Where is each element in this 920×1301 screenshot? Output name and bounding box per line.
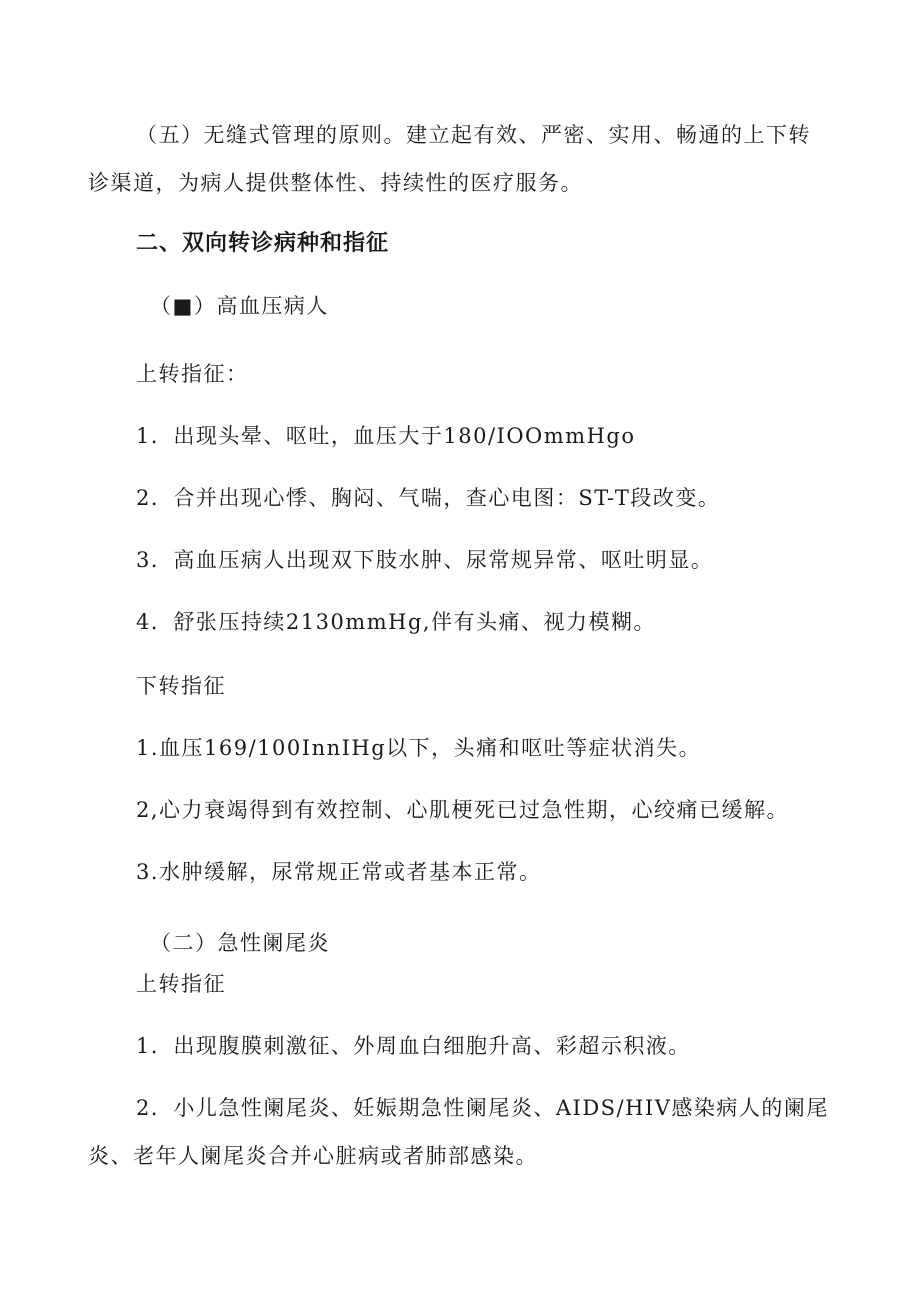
list-item: 1．出现腹膜刺激征、外周血白细胞升高、彩超示积液。 xyxy=(136,1034,691,1058)
paragraph-5-line-2: 诊渠道，为病人提供整体性、持续性的医疗服务。 xyxy=(88,171,583,195)
list-item-line-1: 2．小儿急性阑尾炎、妊娠期急性阑尾炎、AIDS/HIV感染病人的阑尾 xyxy=(136,1096,829,1120)
up-transfer-label: 上转指征： xyxy=(136,362,249,386)
list-item: 3.水肿缓解，尿常规正常或者基本正常。 xyxy=(136,860,542,884)
paragraph-5-line-1: （五）无缝式管理的原则。建立起有效、严密、实用、畅通的上下转 xyxy=(136,123,811,147)
list-item: 3．高血压病人出现双下肢水肿、尿常规异常、呕吐明显。 xyxy=(136,548,714,572)
list-item: 2,心力衰竭得到有效控制、心肌梗死已过急性期，心绞痛已缓解。 xyxy=(136,798,790,822)
list-item: 2．合并出现心悸、胸闷、气喘，查心电图：ST-T段改变。 xyxy=(136,486,721,510)
list-item: 4．舒张压持续2130mmHg,伴有头痛、视力模糊。 xyxy=(136,610,657,634)
up-transfer-label: 上转指征 xyxy=(136,972,226,996)
subsection-title-appendicitis: （二）急性阑尾炎 xyxy=(150,931,330,955)
list-item: 1．出现头晕、呕吐，血压大于180/IOOmmHgo xyxy=(136,424,636,448)
section-heading: 二、双向转诊病种和指征 xyxy=(136,231,390,256)
subsection-title-hypertension: （■）高血压病人 xyxy=(150,294,329,318)
list-item-line-2: 炎、老年人阑尾炎合并心脏病或者肺部感染。 xyxy=(88,1144,538,1168)
list-item: 1.血压169/100InnIHg以下，头痛和呕吐等症状消失。 xyxy=(136,736,702,760)
down-transfer-label: 下转指征 xyxy=(136,674,226,698)
